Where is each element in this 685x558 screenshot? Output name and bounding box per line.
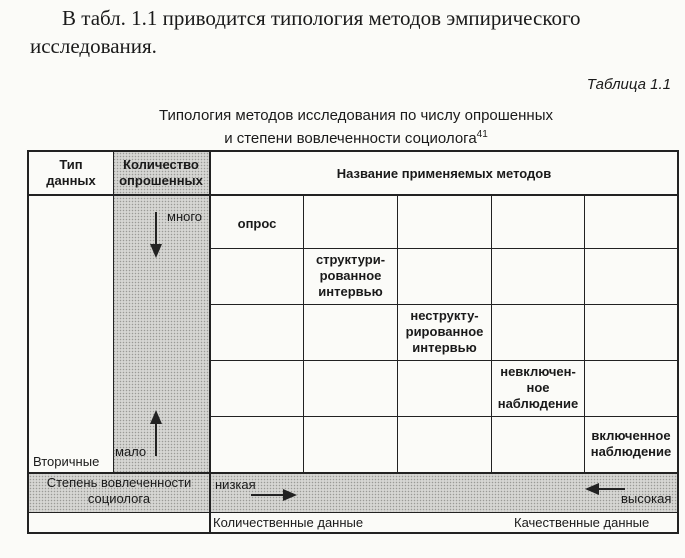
table-caption	[0, 106, 685, 148]
arrow-up-icon	[149, 410, 163, 456]
method-survey	[211, 216, 303, 232]
involvement-low: низкая	[215, 477, 256, 492]
involvement-high: высокая	[621, 491, 672, 506]
involvement-label-line-1: Степень вовлеченности	[46, 475, 192, 490]
header-respondents	[113, 157, 209, 189]
involvement-label	[29, 475, 209, 507]
footnote-ref: 41	[476, 129, 488, 140]
label-qualitative-data: Качественные данные	[514, 515, 650, 530]
method-participant-observation-line-1: включенное	[591, 428, 671, 443]
method-structured-interview-line-3: интервью	[318, 284, 383, 299]
method-structured-interview	[304, 252, 397, 300]
caption-line-2	[0, 125, 685, 148]
header-methods: Название применяемых методов	[336, 166, 552, 181]
header-data-type-line-2: данных	[46, 173, 96, 188]
method-survey-line-1: опрос	[237, 216, 277, 231]
arrow-right-icon	[251, 489, 297, 501]
header-respondents-line-2: опрошенных	[119, 173, 203, 188]
method-structured-interview-line-1: структури-	[315, 252, 386, 267]
label-many: много	[167, 209, 203, 224]
method-structured-interview-line-2: рованное	[319, 268, 382, 283]
method-participant-observation	[585, 428, 677, 460]
involvement-label-line-2: социолога	[87, 491, 151, 506]
caption-line-1: Типология методов исследования по числу опрошенных	[159, 107, 553, 124]
header-data-type	[29, 157, 113, 189]
label-secondary: Вторичные	[33, 454, 100, 469]
method-unstructured-interview	[398, 308, 491, 356]
method-nonparticipant-observation	[492, 364, 584, 412]
intro-paragraph: В табл. 1.1 приводится типология методов эмпирического исследования.	[30, 6, 581, 58]
method-participant-observation-line-2: наблюдение	[590, 444, 672, 459]
methods-table	[27, 150, 679, 534]
header-respondents-line-1: Количество	[123, 157, 199, 172]
arrow-left-icon	[585, 483, 625, 495]
method-nonparticipant-observation-line-3: наблюдение	[497, 396, 579, 411]
method-unstructured-interview-line-1: неструкту-	[410, 308, 479, 323]
arrow-down-icon	[149, 212, 163, 258]
caption-line-2-text: и степени вовлеченности социолога	[224, 130, 477, 147]
label-few: мало	[115, 444, 147, 459]
method-unstructured-interview-line-3: интервью	[412, 340, 477, 355]
method-nonparticipant-observation-line-2: ное	[526, 380, 550, 395]
method-unstructured-interview-line-2: рированное	[405, 324, 484, 339]
header-data-type-line-1: Тип	[59, 157, 83, 172]
label-quantitative-data: Количественные данные	[213, 515, 364, 530]
method-nonparticipant-observation-line-1: невключен-	[500, 364, 576, 379]
table-label: Таблица 1.1	[586, 76, 671, 93]
